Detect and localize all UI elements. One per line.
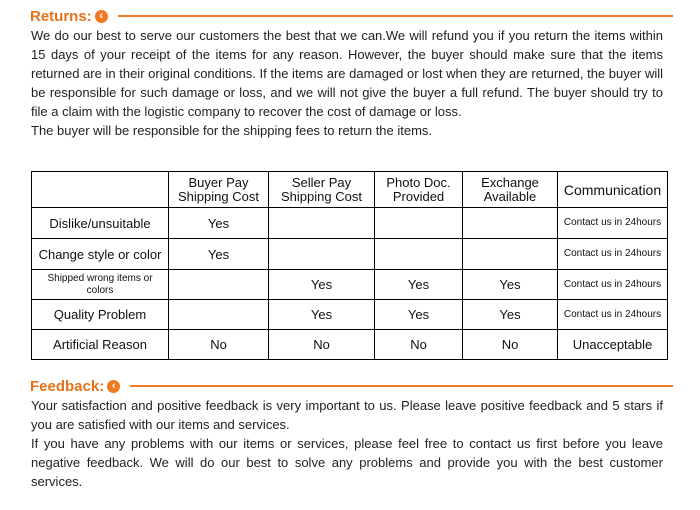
feedback-text [31, 396, 663, 491]
returns-divider [118, 15, 673, 17]
table-cell [269, 239, 375, 270]
table-cell: No [375, 330, 463, 360]
returns-paragraph-1: We do our best to serve our customers the best that we can.We will refund you if you return the items within 15 days of your receipt of the items for any reason. However, the buyer should make sure that the items returned are in their original conditions. If the items are damaged or lost when they are returned, the buyer will be responsible for such damage or loss, and we will not give the buyer a full refund. The buyer should try to file a claim with the logistic company to recover the cost of damage or loss. [31, 28, 663, 119]
table-cell: Yes [169, 208, 269, 239]
communication-cell: Contact us in 24hours [558, 270, 668, 300]
communication-cell: Unacceptable [558, 330, 668, 360]
chevron-left-icon: ‹ [107, 380, 120, 393]
row-label: Shipped wrong items or colors [32, 270, 169, 300]
feedback-title: Feedback: [30, 377, 105, 395]
table-row [32, 239, 668, 270]
table-cell [169, 300, 269, 330]
table-cell: Yes [169, 239, 269, 270]
return-policy-table [31, 171, 668, 360]
communication-cell: Contact us in 24hours [558, 300, 668, 330]
row-label: Change style or color [32, 239, 169, 270]
table-cell [375, 239, 463, 270]
table-cell: No [463, 330, 558, 360]
feedback-header [30, 376, 120, 396]
chevron-left-icon: ‹ [95, 10, 108, 23]
table-row [32, 300, 668, 330]
table-cell: No [269, 330, 375, 360]
returns-text [31, 26, 663, 140]
table-cell: No [169, 330, 269, 360]
table-header-cell: Buyer Pay Shipping Cost [169, 172, 269, 208]
table-header-cell: Seller Pay Shipping Cost [269, 172, 375, 208]
table-cell [463, 208, 558, 239]
returns-title: Returns: [30, 7, 92, 25]
table-cell [169, 270, 269, 300]
table-cell: Yes [375, 300, 463, 330]
row-label: Artificial Reason [32, 330, 169, 360]
table-row [32, 270, 668, 300]
row-label: Dislike/unsuitable [32, 208, 169, 239]
table-header-cell: Photo Doc. Provided [375, 172, 463, 208]
row-label: Quality Problem [32, 300, 169, 330]
table-row [32, 208, 668, 239]
table-header-cell: Exchange Available [463, 172, 558, 208]
communication-cell: Contact us in 24hours [558, 208, 668, 239]
feedback-divider [130, 385, 673, 387]
table-cell: Yes [463, 270, 558, 300]
returns-header [30, 6, 108, 26]
table-cell: Yes [463, 300, 558, 330]
table-cell: Yes [269, 270, 375, 300]
table-header-cell [32, 172, 169, 208]
feedback-paragraph-2: If you have any problems with our items or services, please feel free to contact us first before you leave negative feedback. We will do our best to solve any problems and provide you with the best customer services. [31, 436, 663, 489]
table-row [32, 330, 668, 360]
table-header-cell: Communication [558, 172, 668, 208]
table-cell [463, 239, 558, 270]
feedback-paragraph-1: Your satisfaction and positive feedback is very important to us. Please leave positive feedback and 5 stars if you are satisfied with our items and services. [31, 398, 663, 432]
table-cell: Yes [269, 300, 375, 330]
table-cell [269, 208, 375, 239]
table-header-row [32, 172, 668, 208]
table-cell: Yes [375, 270, 463, 300]
table-cell [375, 208, 463, 239]
returns-paragraph-2: The buyer will be responsible for the shipping fees to return the items. [31, 123, 433, 138]
communication-cell: Contact us in 24hours [558, 239, 668, 270]
